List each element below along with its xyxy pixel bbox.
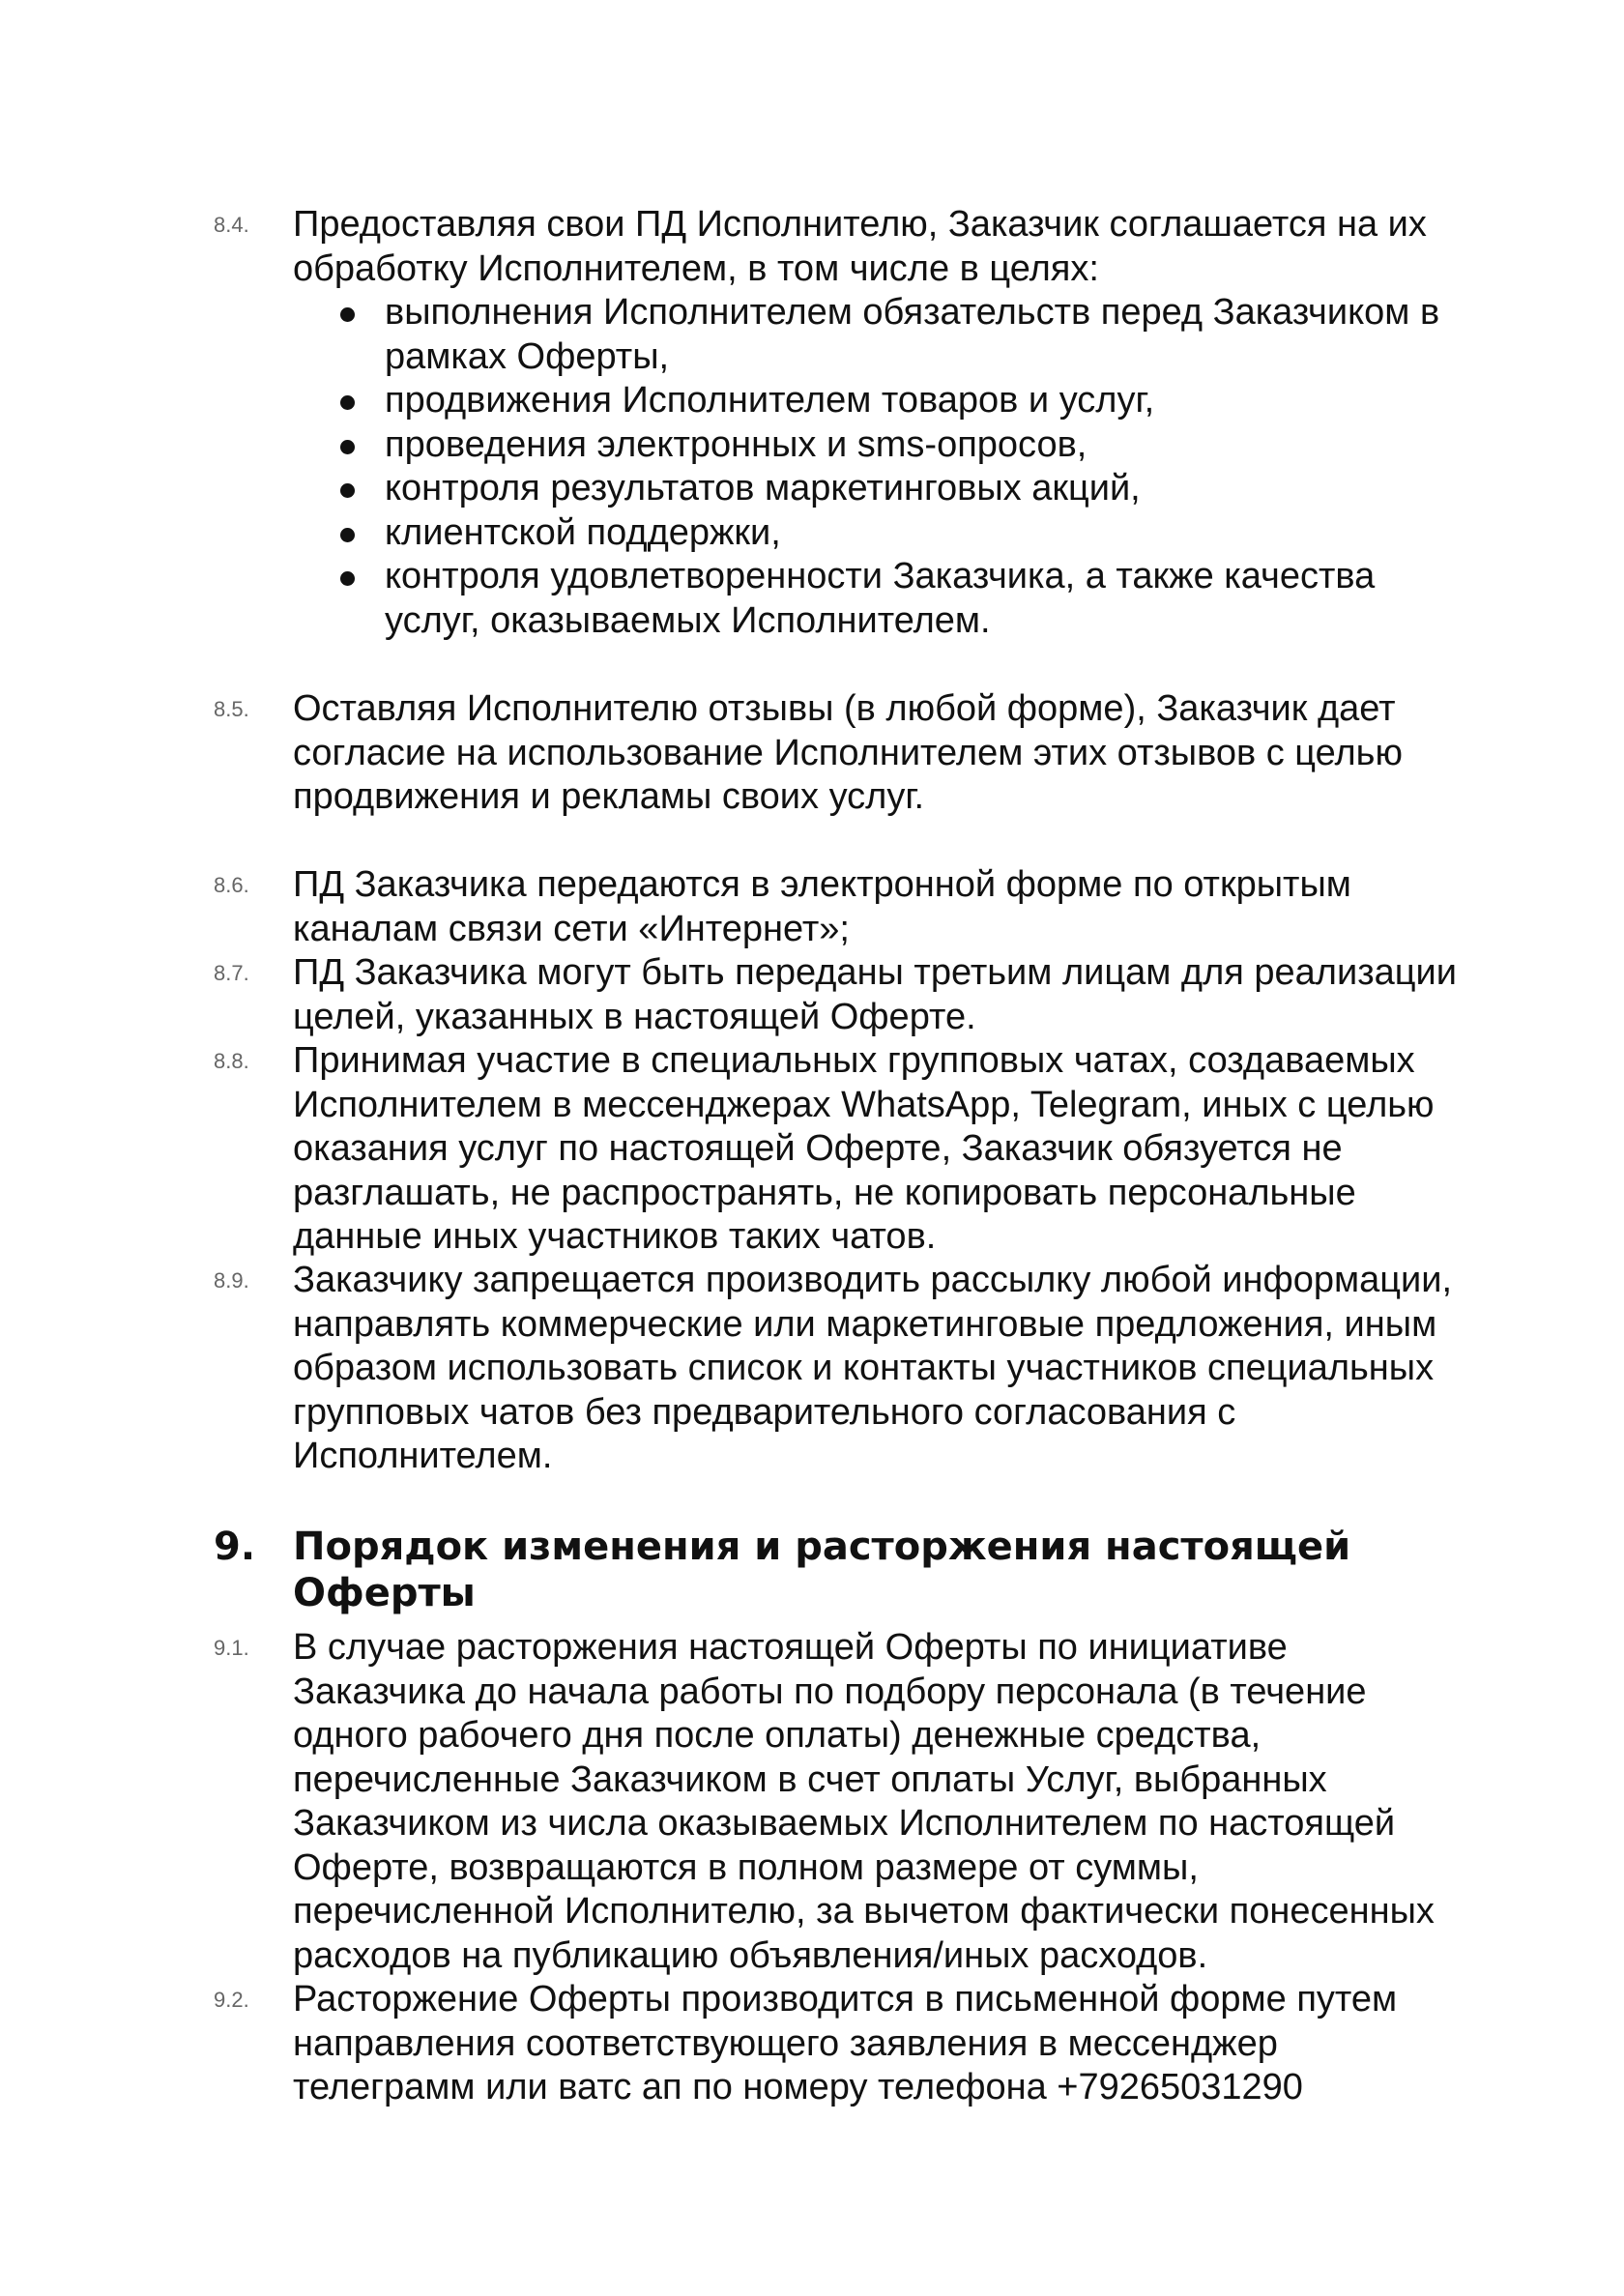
bullet-icon bbox=[340, 395, 355, 410]
clause-number: 8.9. bbox=[214, 1268, 249, 1293]
text-line: контроля удовлетворенности Заказчика, а также качества bbox=[385, 556, 1376, 596]
clause-number: 9.1. bbox=[214, 1636, 249, 1660]
list-item bbox=[340, 291, 1529, 379]
text-line: разглашать, не распространять, не копировать персональные bbox=[293, 1172, 1356, 1213]
text-line: данные иных участников таких чатов. bbox=[293, 1216, 937, 1257]
text-line: одного рабочего дня после оплаты) денежные средства, bbox=[293, 1715, 1262, 1756]
clause-number: 8.6. bbox=[214, 873, 249, 897]
text-line: образом использовать список и контакты участников специальных bbox=[293, 1348, 1435, 1388]
clause-number: 9.2. bbox=[214, 1988, 249, 2012]
text-line: согласие на использование Исполнителем этих отзывов с целью bbox=[293, 732, 1403, 773]
text-line: Исполнителем в мессенджерах WhatsApp, Telegram, иных с целью bbox=[293, 1084, 1435, 1125]
clause-text bbox=[293, 203, 1540, 291]
clause-number: 8.4. bbox=[214, 213, 249, 237]
list-item bbox=[340, 555, 1529, 643]
text-line: оказания услуг по настоящей Оферте, Заказчик обязуется не bbox=[293, 1128, 1343, 1169]
text-line: рамках Оферты, bbox=[385, 335, 670, 377]
section-number: 9. bbox=[214, 1525, 256, 1569]
text-line: Заказчика до начала работы по подбору персонала (в течение bbox=[293, 1671, 1367, 1712]
text-line: проведения электронных и sms-опросов, bbox=[385, 423, 1088, 465]
text-line: расходов на публикацию объявления/иных расходов. bbox=[293, 1934, 1208, 1976]
text-line: клиентской поддержки, bbox=[385, 511, 781, 553]
text-line: Расторжение Оферты производится в письменной форме путем bbox=[293, 1979, 1398, 2020]
text-line: телеграмм или ватс ап по номеру телефона +79265031290 bbox=[293, 2067, 1303, 2107]
text-line: Предоставляя свои ПД Исполнителю, Заказчик соглашается на их bbox=[293, 204, 1427, 245]
text-line: продвижения Исполнителем товаров и услуг, bbox=[385, 380, 1155, 421]
list-item bbox=[340, 511, 1529, 556]
title-line: Порядок изменения и расторжения настоящей bbox=[293, 1525, 1351, 1569]
text-line: ПД Заказчика передаются в электронной форме по открытым bbox=[293, 864, 1351, 905]
text-line: групповых чатов без предварительного согласования с bbox=[293, 1391, 1236, 1433]
text-line: Принимая участие в специальных групповых чатах, создаваемых bbox=[293, 1040, 1415, 1081]
list-item bbox=[340, 467, 1529, 511]
text-line: перечисленные Заказчиком в счет оплаты Услуг, выбранных bbox=[293, 1758, 1327, 1800]
bullet-icon bbox=[340, 571, 355, 586]
clause-text bbox=[293, 1039, 1540, 1260]
clause-text bbox=[293, 1978, 1540, 2110]
clause-text bbox=[293, 687, 1540, 820]
purpose-list bbox=[340, 291, 1529, 643]
text-line: ПД Заказчика могут быть переданы третьим лицам для реализации bbox=[293, 952, 1457, 993]
bullet-icon bbox=[340, 528, 355, 542]
clause-number: 8.8. bbox=[214, 1049, 249, 1073]
text-line: В случае расторжения настоящей Оферты по инициативе bbox=[293, 1627, 1288, 1668]
text-line: направлять коммерческие или маркетинговые предложения, иным bbox=[293, 1303, 1437, 1345]
clause-text bbox=[293, 1626, 1540, 1978]
text-line: выполнения Исполнителем обязательств перед Заказчиком в bbox=[385, 292, 1440, 333]
text-line: Исполнителем. bbox=[293, 1436, 553, 1476]
text-line: каналам связи сети «Интернет»; bbox=[293, 908, 850, 949]
clause-number: 8.7. bbox=[214, 961, 249, 985]
clause-text bbox=[293, 1259, 1540, 1479]
list-item bbox=[340, 423, 1529, 468]
clause-text bbox=[293, 951, 1540, 1039]
text-line: целей, указанных в настоящей Оферте. bbox=[293, 996, 976, 1037]
text-line: Оферте, возвращаются в полном размере от суммы, bbox=[293, 1846, 1199, 1888]
text-line: Заказчиком из числа оказываемых Исполнителем по настоящей bbox=[293, 1803, 1396, 1844]
clause-text bbox=[293, 863, 1540, 951]
text-line: Заказчику запрещается производить рассылку любой информации, bbox=[293, 1260, 1453, 1300]
text-line: перечисленной Исполнителю, за вычетом фактически понесенных bbox=[293, 1891, 1435, 1932]
title-line: Оферты bbox=[293, 1571, 476, 1615]
text-line: направления соответствующего заявления в мессенджер bbox=[293, 2022, 1278, 2064]
list-item bbox=[340, 379, 1529, 423]
text-line: услуг, оказываемых Исполнителем. bbox=[385, 599, 991, 641]
section-title bbox=[293, 1524, 1511, 1616]
text-line: обработку Исполнителем, в том числе в целях: bbox=[293, 247, 1099, 289]
bullet-icon bbox=[340, 440, 355, 454]
bullet-icon bbox=[340, 483, 355, 498]
bullet-icon bbox=[340, 307, 355, 322]
text-line: контроля результатов маркетинговых акций, bbox=[385, 468, 1141, 509]
clause-number: 8.5. bbox=[214, 697, 249, 721]
text-line: продвижения и рекламы своих услуг. bbox=[293, 776, 925, 817]
text-line: Оставляя Исполнителю отзывы (в любой форме), Заказчик дает bbox=[293, 688, 1396, 729]
